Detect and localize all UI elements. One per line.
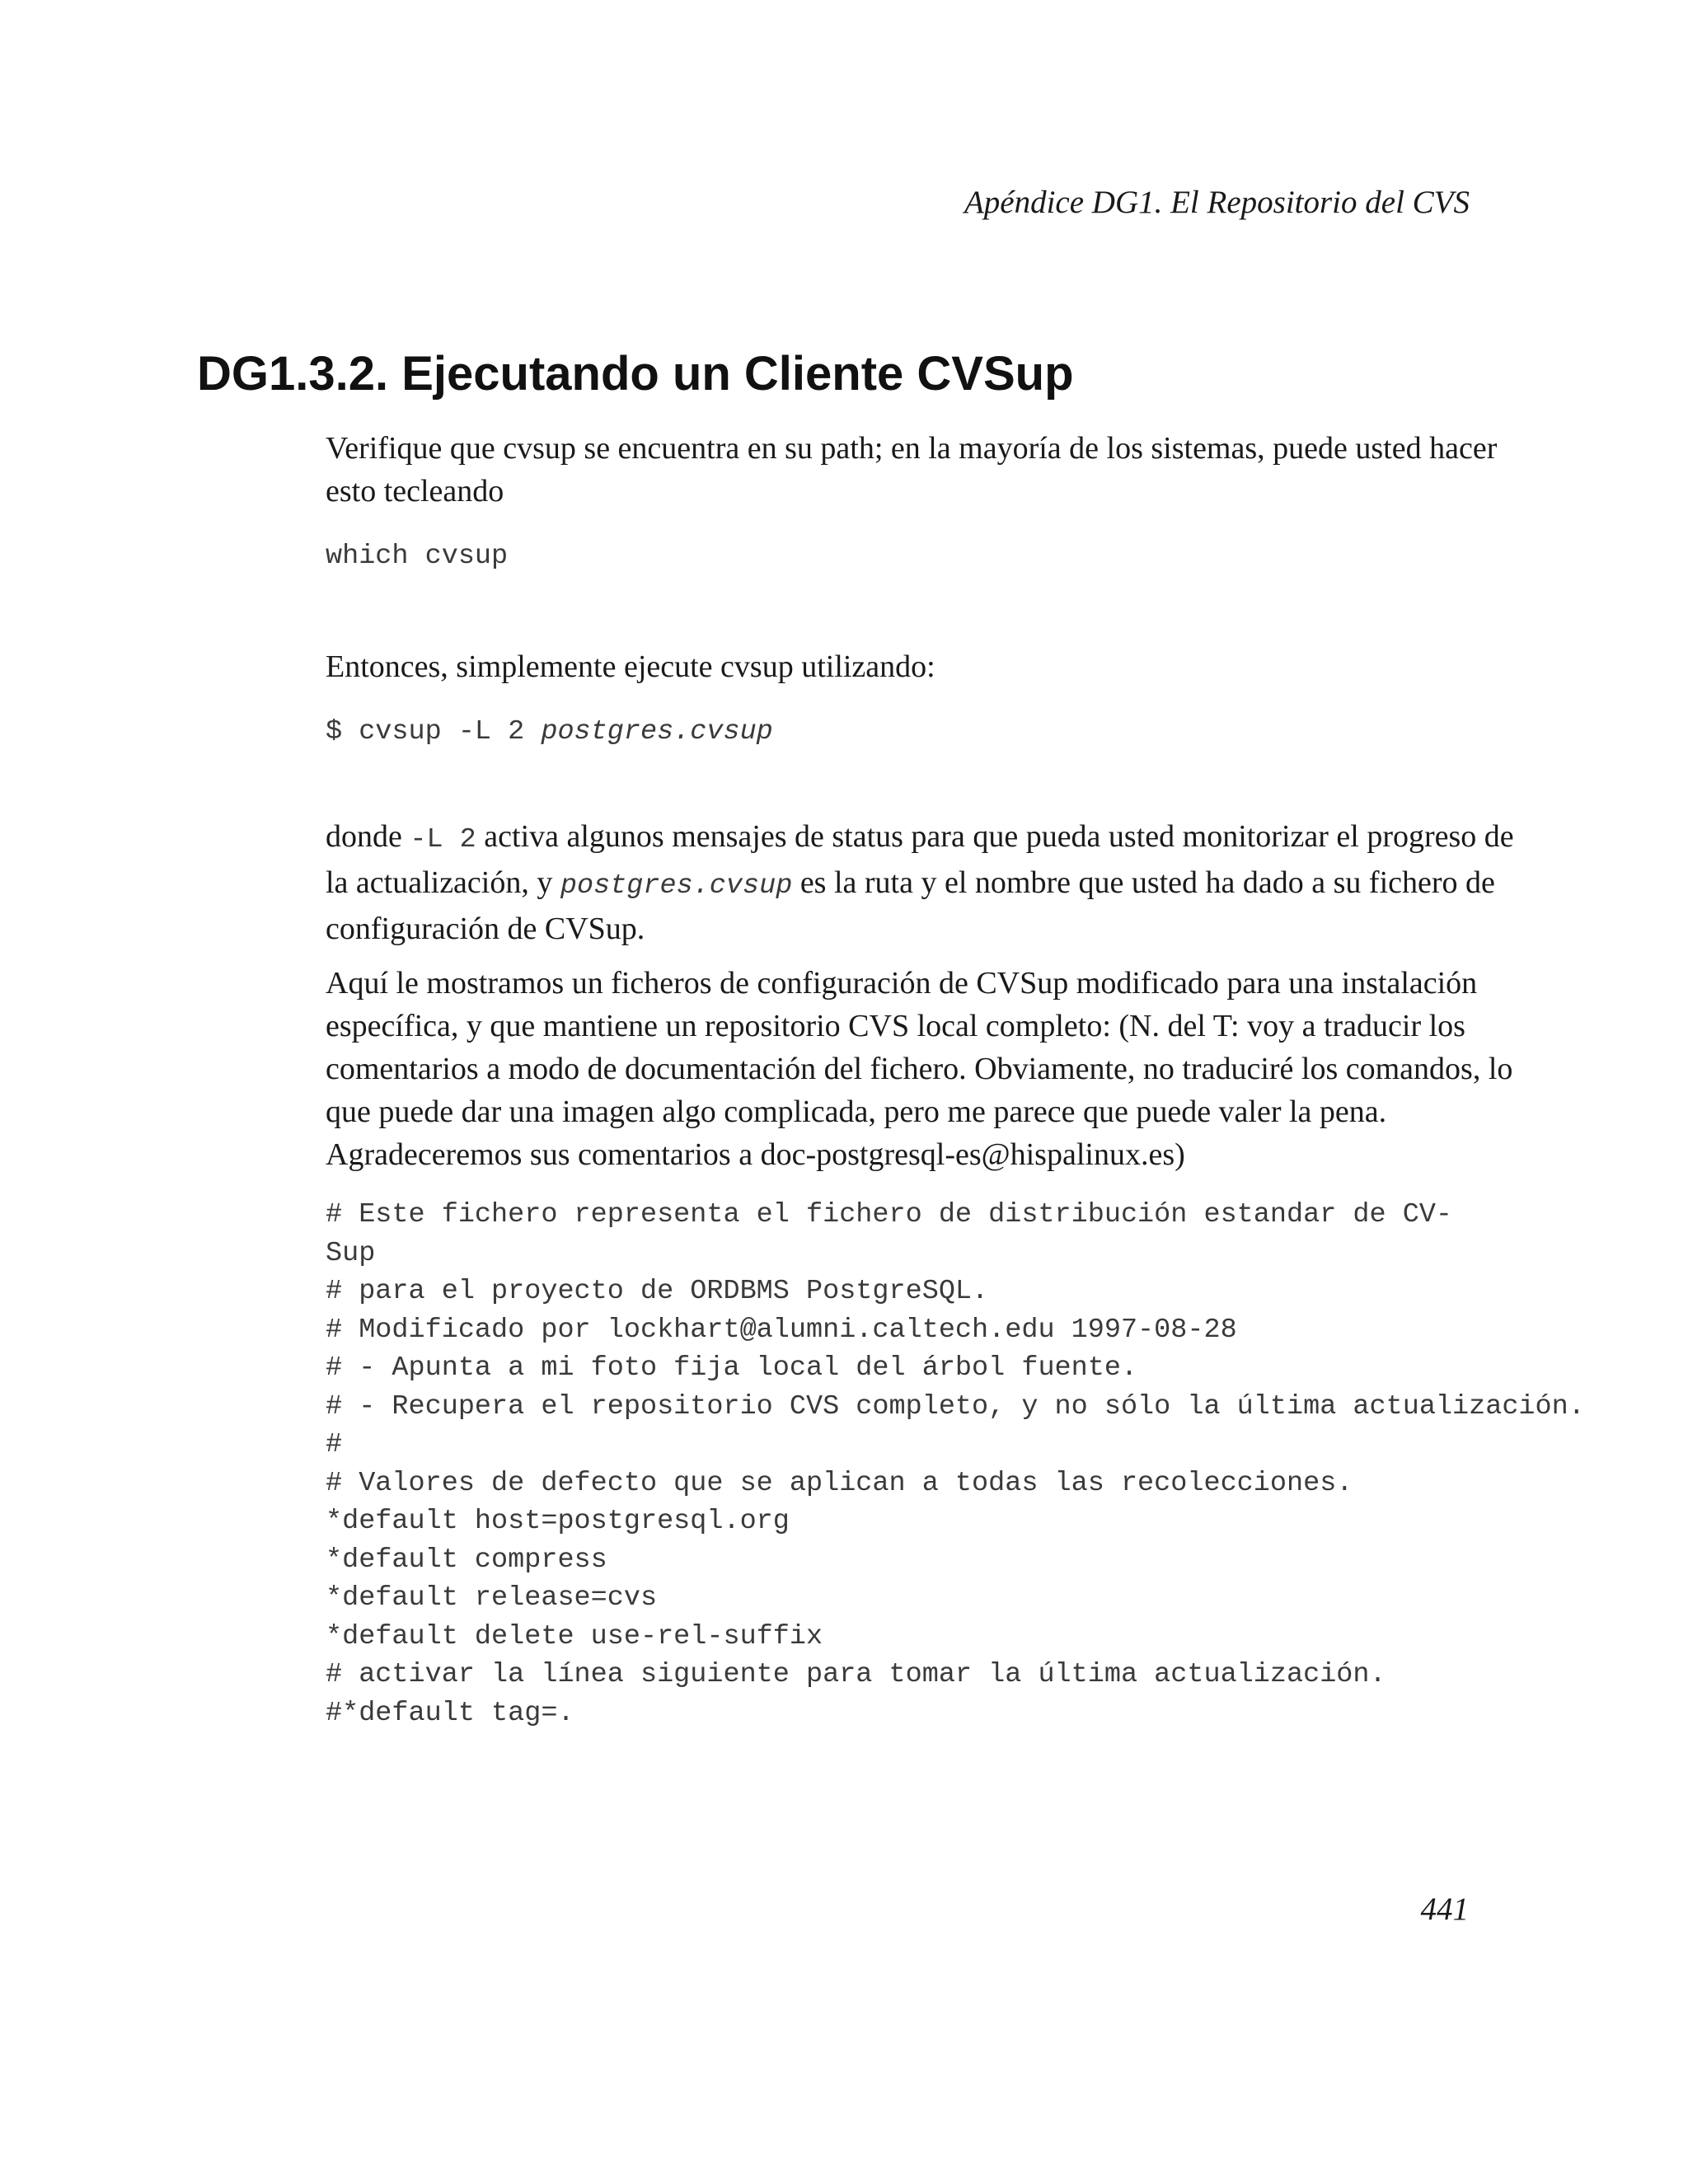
intro-paragraph: Verifique que cvsup se encuentra en su path; en la mayoría de los sistemas, puede usted hacer esto tecleando — [326, 431, 1498, 509]
config-line: # - Apunta a mi foto fija local del árbol fuente. — [326, 1352, 1138, 1384]
which-command: which cvsup — [326, 541, 509, 572]
config-line: *default release=cvs — [326, 1582, 658, 1614]
config-line: *default delete use-rel-suffix — [326, 1620, 823, 1652]
section-title: DG1.3.2. Ejecutando un Cliente CVSup — [197, 347, 1074, 401]
option-code-config-file: postgres.cvsup — [560, 870, 793, 902]
config-line: # Este fichero representa el fichero de distribución estandar de CV- — [326, 1199, 1453, 1230]
config-file-listing — [326, 1196, 1585, 1732]
config-line: # Modificado por lockhart@alumni.caltech.edu 1997-08-28 — [326, 1314, 1237, 1346]
option-text-b: activa algunos mensajes de status para que pueda usted monitorizar el progreso de la actualización, y — [326, 819, 1514, 900]
section-body — [326, 427, 1585, 1732]
config-line: # Valores de defecto que se aplican a todas las recolecciones. — [326, 1467, 1353, 1499]
run-paragraph: Entonces, simplemente ejecute cvsup utilizando: — [326, 649, 935, 684]
config-line: # - Recupera el repositorio CVS completo, y no sólo la última actualización. — [326, 1390, 1585, 1422]
page-number: 441 — [1420, 1891, 1469, 1927]
config-line: #*default tag=. — [326, 1697, 574, 1729]
config-line: *default compress — [326, 1544, 607, 1576]
config-line: Sup — [326, 1237, 376, 1269]
cvsup-command-prefix: $ cvsup -L 2 — [326, 715, 542, 748]
running-header: Apéndice DG1. El Repositorio del CVS — [964, 185, 1470, 220]
cvsup-command — [326, 713, 1517, 752]
config-line: *default host=postgresql.org — [326, 1506, 790, 1537]
config-line: # activar la línea siguiente para tomar la última actualización. — [326, 1659, 1386, 1690]
config-intro-paragraph: Aquí le mostramos un ficheros de configuración de CVSup modificado para una instalación específica, y que mantiene un repositorio CVS local completo: (N. del T: voy a traducir los comentarios a modo de documentación del fichero. Obviamente, no traduciré los comandos, lo que puede dar una imagen algo complicada, pero me parece que puede valer la pena. Agradeceremos sus comentarios a doc-postgresql-es@hispalinux.es) — [326, 966, 1513, 1172]
option-text-a: donde — [326, 819, 410, 854]
option-text-c: es la ruta y el nombre que usted ha dado a su fichero de configuración de CVSup. — [326, 865, 1495, 946]
option-explanation-paragraph — [326, 815, 1517, 950]
cvsup-command-config-file: postgres.cvsup — [541, 715, 773, 748]
config-line: # para el proyecto de ORDBMS PostgreSQL. — [326, 1276, 989, 1307]
option-code-l2: -L 2 — [410, 824, 476, 855]
config-line: # — [326, 1429, 343, 1460]
